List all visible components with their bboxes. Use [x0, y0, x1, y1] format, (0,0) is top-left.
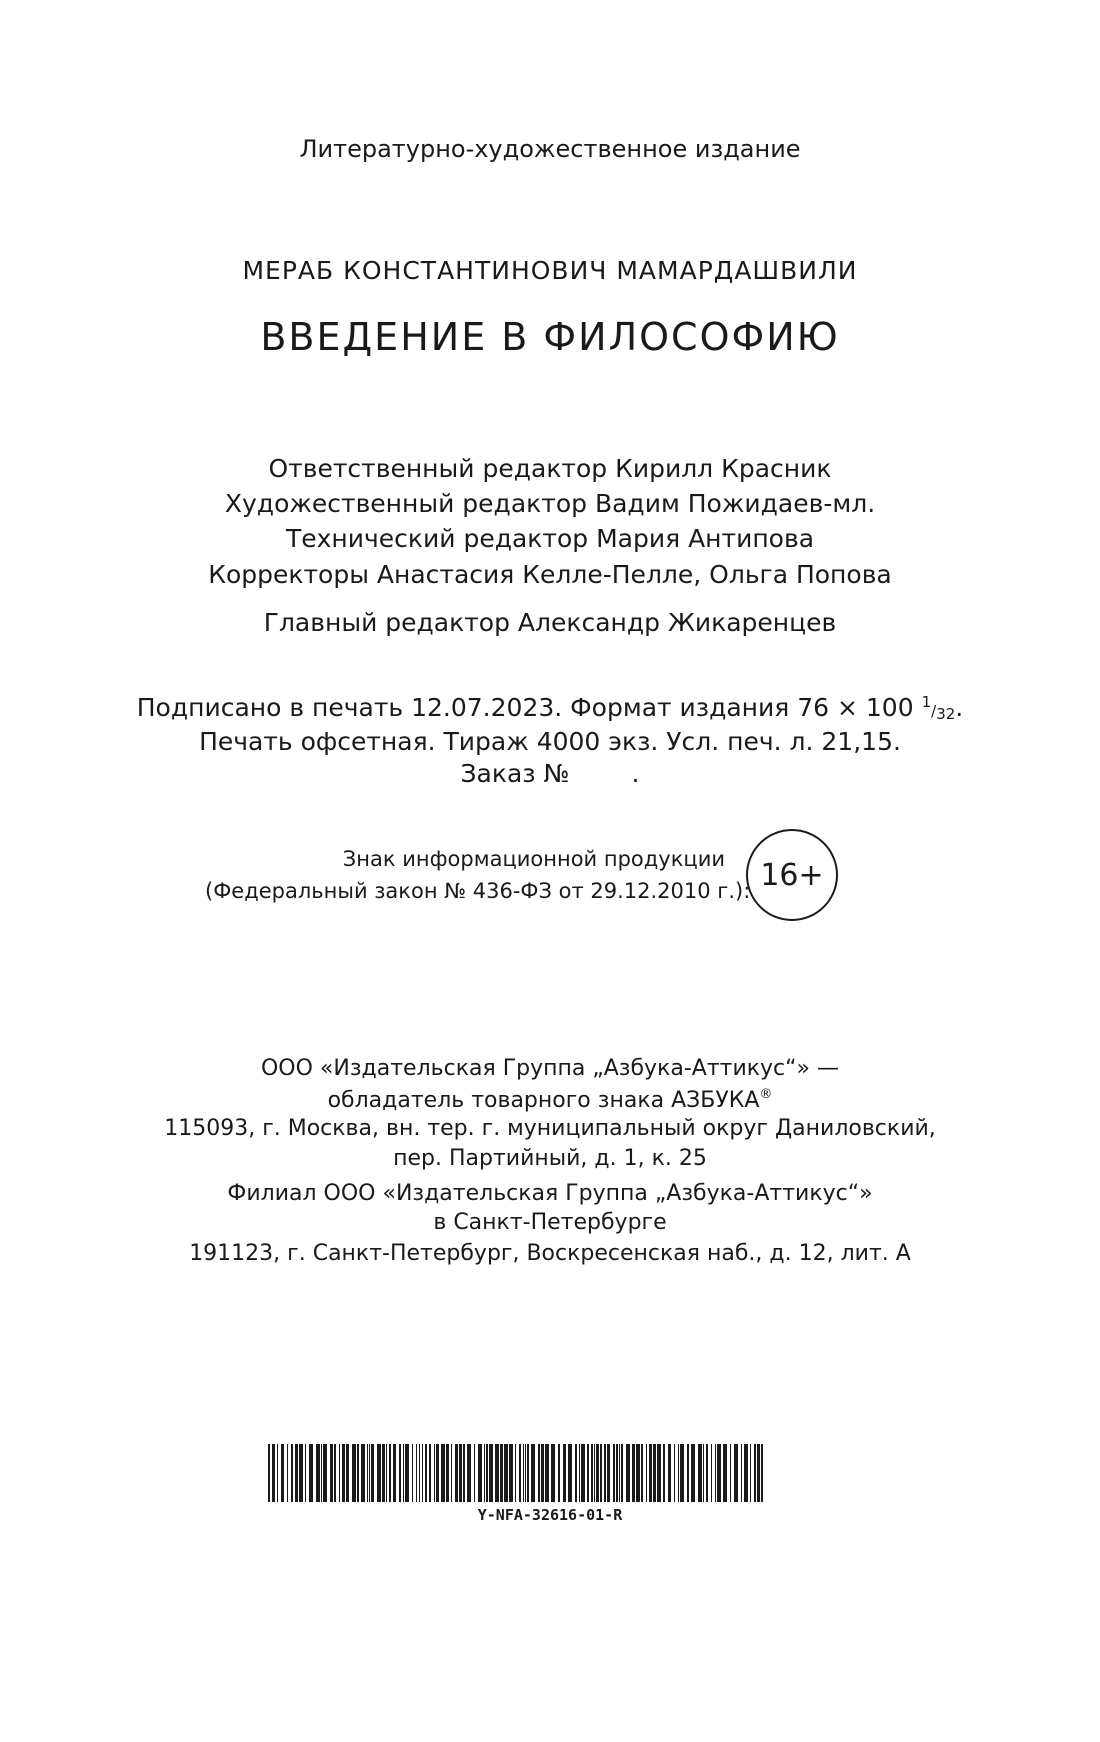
barcode-bar: [563, 1444, 566, 1502]
barcode-bar: [399, 1444, 401, 1502]
barcode-image: [268, 1444, 768, 1502]
barcode-bar: [619, 1444, 620, 1502]
barcode-bar: [604, 1444, 606, 1502]
print-signed-end: .: [955, 693, 964, 722]
barcode-bar: [641, 1444, 643, 1502]
barcode-bar: [717, 1444, 721, 1502]
barcode-bar: [474, 1444, 475, 1502]
barcode-bar: [467, 1444, 471, 1502]
barcode-bar: [434, 1444, 435, 1502]
barcode-bar: [389, 1444, 391, 1502]
barcode-bar: [626, 1444, 630, 1502]
branch-city: в Санкт-Петербурге: [433, 1210, 667, 1235]
barcode-bar: [504, 1444, 508, 1502]
barcode-bar: [272, 1444, 275, 1502]
barcode-bar: [575, 1444, 577, 1502]
barcode-bar: [436, 1444, 439, 1502]
order-number: [0, 761, 1100, 786]
barcode-bar: [412, 1444, 413, 1502]
barcode-bar: [405, 1444, 409, 1502]
barcode-bar: [613, 1444, 615, 1502]
format-slash: /: [931, 702, 937, 720]
author-name: МЕРАБ КОНСТАНТИНОВИЧ МАМАРДАШВИЛИ: [242, 256, 858, 285]
print-run-info: Печать офсетная. Тираж 4000 экз. Усл. печ. л. 21,15.: [199, 727, 901, 756]
barcode-bar: [538, 1444, 540, 1502]
barcode-bar: [382, 1444, 385, 1502]
barcode-bar: [323, 1444, 327, 1502]
barcode-bar: [531, 1444, 535, 1502]
barcode-bar: [309, 1444, 313, 1502]
print-signed-format: [0, 695, 1100, 722]
barcode-bar: [754, 1444, 756, 1502]
barcode-bar: [281, 1444, 284, 1502]
credit-proofreaders: Корректоры Анастасия Келле-Пелле, Ольга Попова: [208, 560, 892, 589]
barcode-bar: [558, 1444, 560, 1502]
barcode-bar: [321, 1444, 322, 1502]
barcode-bar: [757, 1444, 760, 1502]
age-rating-value: 16+: [760, 857, 824, 893]
barcode-bar: [632, 1444, 635, 1502]
barcode-bar: [371, 1444, 374, 1502]
barcode-bar: [386, 1444, 387, 1502]
info-product-label-line1: Знак информационной продукции: [342, 847, 725, 871]
credit-executive-editor: Ответственный редактор Кирилл Красник: [268, 454, 832, 483]
edition-genre: Литературно-художественное издание: [299, 135, 801, 163]
barcode-bar: [357, 1444, 359, 1502]
barcode-bar: [316, 1444, 320, 1502]
barcode-bar: [715, 1444, 716, 1502]
barcode-bar: [459, 1444, 462, 1502]
barcode-bar: [287, 1444, 288, 1502]
barcode-bar: [422, 1444, 423, 1502]
barcode-bar: [291, 1444, 293, 1502]
barcode-bar: [451, 1444, 452, 1502]
barcode-bar: [519, 1444, 521, 1502]
barcode-bar: [352, 1444, 356, 1502]
barcode-bar: [668, 1444, 671, 1502]
barcode-bar: [541, 1444, 544, 1502]
barcode-code: Y-NFA-32616-01-R: [477, 1506, 623, 1524]
barcode-bar: [706, 1444, 708, 1502]
credit-art-editor: Художественный редактор Вадим Пожидаев-мл.: [224, 489, 876, 518]
barcode-bar: [703, 1444, 704, 1502]
barcode-bar: [403, 1444, 404, 1502]
publisher-trademark: [0, 1088, 1100, 1112]
barcode-bar: [657, 1444, 661, 1502]
barcode-bar: [523, 1444, 524, 1502]
barcode-bar: [295, 1444, 298, 1502]
barcode-bar: [509, 1444, 513, 1502]
barcode-bar: [419, 1444, 420, 1502]
barcode-bar: [691, 1444, 695, 1502]
publisher-trademark-text: обладатель товарного знака АЗБУКА: [327, 1088, 760, 1114]
barcode-bar: [369, 1444, 370, 1502]
barcode-bar: [600, 1444, 602, 1502]
barcode-bar: [361, 1444, 365, 1502]
barcode-bar: [334, 1444, 336, 1502]
barcode-bar: [446, 1444, 449, 1502]
branch-name: Филиал ООО «Издательская Группа „Азбука-Аттикус“»: [227, 1181, 873, 1206]
barcode-bar: [761, 1444, 763, 1502]
barcode-bar: [463, 1444, 465, 1502]
credit-editor-in-chief: Главный редактор Александр Жикаренцев: [263, 608, 837, 637]
barcode-bar: [741, 1444, 742, 1502]
barcode-bar: [484, 1444, 485, 1502]
barcode-bar: [750, 1444, 751, 1502]
barcode-bar: [393, 1444, 396, 1502]
barcode-bar: [346, 1444, 349, 1502]
barcode-bar: [591, 1444, 593, 1502]
barcode-bar: [367, 1444, 368, 1502]
barcode-bar: [730, 1444, 731, 1502]
barcode-bar: [268, 1444, 270, 1502]
barcode-bar: [663, 1444, 665, 1502]
barcode-bar: [744, 1444, 748, 1502]
barcode-bar: [636, 1444, 640, 1502]
book-title: ВВЕДЕНИЕ В ФИЛОСОФИЮ: [260, 315, 840, 359]
barcode-bar: [568, 1444, 572, 1502]
barcode-bar: [687, 1444, 689, 1502]
info-product-label-line2: (Федеральный закон № 436-ФЗ от 29.12.2010 г.):: [205, 879, 751, 903]
info-product-label: [205, 843, 751, 907]
barcode-bar: [545, 1444, 549, 1502]
barcode-bar: [515, 1444, 516, 1502]
barcode-bar: [587, 1444, 589, 1502]
barcode-bar: [616, 1444, 618, 1502]
barcode-bar: [486, 1444, 488, 1502]
barcode-bar: [500, 1444, 503, 1502]
barcode-bar: [596, 1444, 599, 1502]
format-fraction: [921, 693, 956, 723]
barcode-bar: [678, 1444, 679, 1502]
barcode-bar: [525, 1444, 526, 1502]
barcode-bar: [649, 1444, 652, 1502]
barcode-bar: [478, 1444, 482, 1502]
print-signed-text: Подписано в печать 12.07.2023. Формат издания 76 × 100: [136, 693, 922, 722]
barcode-bar: [594, 1444, 595, 1502]
barcode-bar: [342, 1444, 345, 1502]
credit-technical-editor: Технический редактор Мария Антипова: [285, 524, 815, 553]
format-denominator: 32: [936, 705, 956, 723]
format-numerator: 1: [921, 693, 932, 711]
registered-mark: ®: [759, 1087, 773, 1102]
barcode-bar: [277, 1444, 278, 1502]
barcode-bar: [489, 1444, 493, 1502]
publisher-name: ООО «Издательская Группа „Азбука-Аттикус“» —: [260, 1056, 840, 1081]
barcode-bar: [711, 1444, 712, 1502]
barcode-bar: [674, 1444, 675, 1502]
barcode-bar: [339, 1444, 340, 1502]
barcode-bar: [581, 1444, 585, 1502]
barcode-bar: [680, 1444, 684, 1502]
barcode-bar: [723, 1444, 727, 1502]
order-end: .: [631, 759, 640, 788]
barcode-bar: [377, 1444, 381, 1502]
barcode-bar: [734, 1444, 738, 1502]
barcode-bar: [495, 1444, 499, 1502]
barcode-bar: [416, 1444, 417, 1502]
barcode-bar: [441, 1444, 445, 1502]
barcode-bar: [299, 1444, 303, 1502]
barcode-bar: [330, 1444, 333, 1502]
publisher-address-street: пер. Партийный, д. 1, к. 25: [393, 1146, 707, 1171]
barcode-bar: [429, 1444, 431, 1502]
age-rating-badge: [746, 829, 838, 921]
barcode-bar: [698, 1444, 702, 1502]
barcode-bar: [455, 1444, 458, 1502]
barcode-bar: [607, 1444, 610, 1502]
barcode-bar: [621, 1444, 623, 1502]
barcode-bar: [527, 1444, 529, 1502]
barcode-bar: [305, 1444, 306, 1502]
barcode-bar: [551, 1444, 555, 1502]
barcode-bar: [425, 1444, 427, 1502]
branch-address: 191123, г. Санкт-Петербург, Воскресенская наб., д. 12, лит. А: [189, 1241, 911, 1266]
barcode-bar: [646, 1444, 647, 1502]
barcode-bar: [579, 1444, 580, 1502]
publisher-address: 115093, г. Москва, вн. тер. г. муниципальный округ Даниловский,: [164, 1116, 936, 1141]
barcode-bar: [653, 1444, 656, 1502]
order-label: Заказ №: [460, 759, 570, 788]
